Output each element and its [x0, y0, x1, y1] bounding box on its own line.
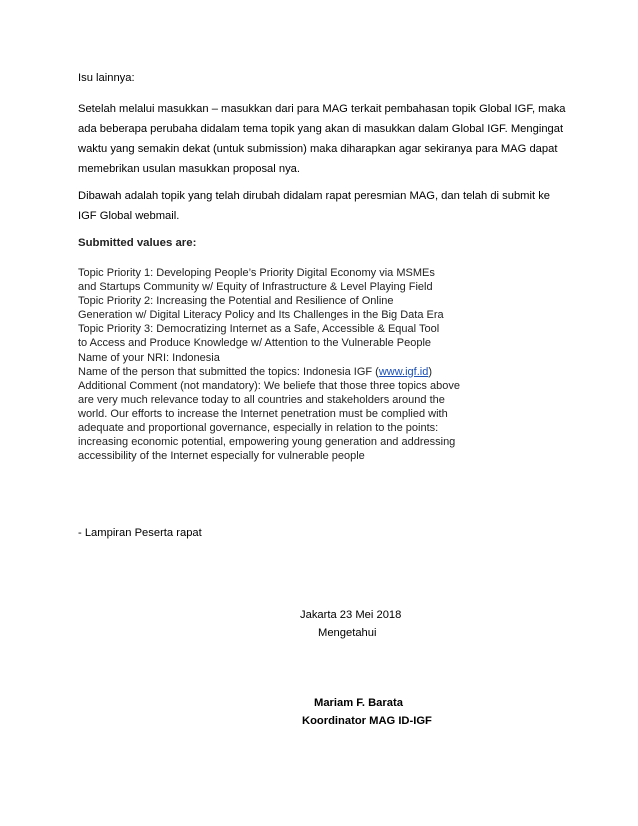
submitted-line: and Startups Community w/ Equity of Infrastructure & Level Playing Field — [78, 281, 433, 294]
paragraph-line: Setelah melalui masukkan – masukkan dari para MAG terkait pembahasan topik Global IGF, maka — [78, 103, 566, 115]
submitted-line: Name of your NRI: Indonesia — [78, 351, 220, 364]
paragraph-line: Dibawah adalah topik yang telah dirubah didalam rapat peresmian MAG, dan telah di submit ke — [78, 190, 551, 202]
issues-heading: Isu lainnya: — [78, 72, 135, 84]
submitted-line: Topic Priority 2: Increasing the Potential and Resilience of Online — [78, 295, 394, 308]
signature-acknowledged: Mengetahui — [318, 627, 377, 639]
submitted-values-block — [78, 266, 460, 463]
paragraph-line: memebrikan usulan masukkan proposal nya. — [78, 163, 301, 175]
signatory-name: Mariam F. Barata — [314, 697, 403, 709]
comment-line: increasing economic potential, empowering young generation and addressing — [78, 436, 456, 449]
submitted-line: to Access and Produce Knowledge w/ Attention to the Vulnerable People — [78, 337, 432, 350]
igf-website-link[interactable]: www.igf.id — [378, 365, 429, 378]
topics-paragraph — [78, 186, 573, 226]
comment-line: are very much relevance today to all countries and stakeholders around the — [78, 393, 445, 406]
paragraph-line: ada beberapa perubaha didalam tema topik yang akan di masukkan dalam Global IGF. Mengingat — [78, 123, 564, 135]
submitter-prefix: Name of the person that submitted the topics: Indonesia IGF ( — [78, 365, 379, 378]
comment-line: world. Our efforts to increase the Internet penetration must be complied with — [78, 407, 448, 420]
submitter-line — [78, 365, 460, 379]
submitted-values-title: Submitted values are: — [78, 237, 197, 249]
comment-line: Additional Comment (not mandatory): We beliefe that those three topics above — [78, 379, 460, 392]
signature-city-date: Jakarta 23 Mei 2018 — [300, 609, 402, 621]
signatory-title: Koordinator MAG ID-IGF — [302, 715, 432, 727]
comment-line: adequate and proportional governance, especially in relation to the points: — [78, 422, 439, 435]
submitted-line: Topic Priority 3: Democratizing Internet as a Safe, Accessible & Equal Tool — [78, 323, 440, 336]
paragraph-line: waktu yang semakin dekat (untuk submission) maka diharapkan agar sekiranya para MAG dapat — [78, 143, 558, 155]
intro-paragraph — [78, 99, 573, 179]
attachment-note: - Lampiran Peserta rapat — [78, 527, 202, 539]
paragraph-line: IGF Global webmail. — [78, 210, 180, 222]
submitted-line: Generation w/ Digital Literacy Policy and Its Challenges in the Big Data Era — [78, 309, 444, 322]
comment-line: accessibility of the Internet especially for vulnerable people — [78, 450, 365, 463]
submitted-line: Topic Priority 1: Developing People’s Priority Digital Economy via MSMEs — [78, 267, 435, 279]
submitter-suffix: ) — [428, 365, 433, 378]
